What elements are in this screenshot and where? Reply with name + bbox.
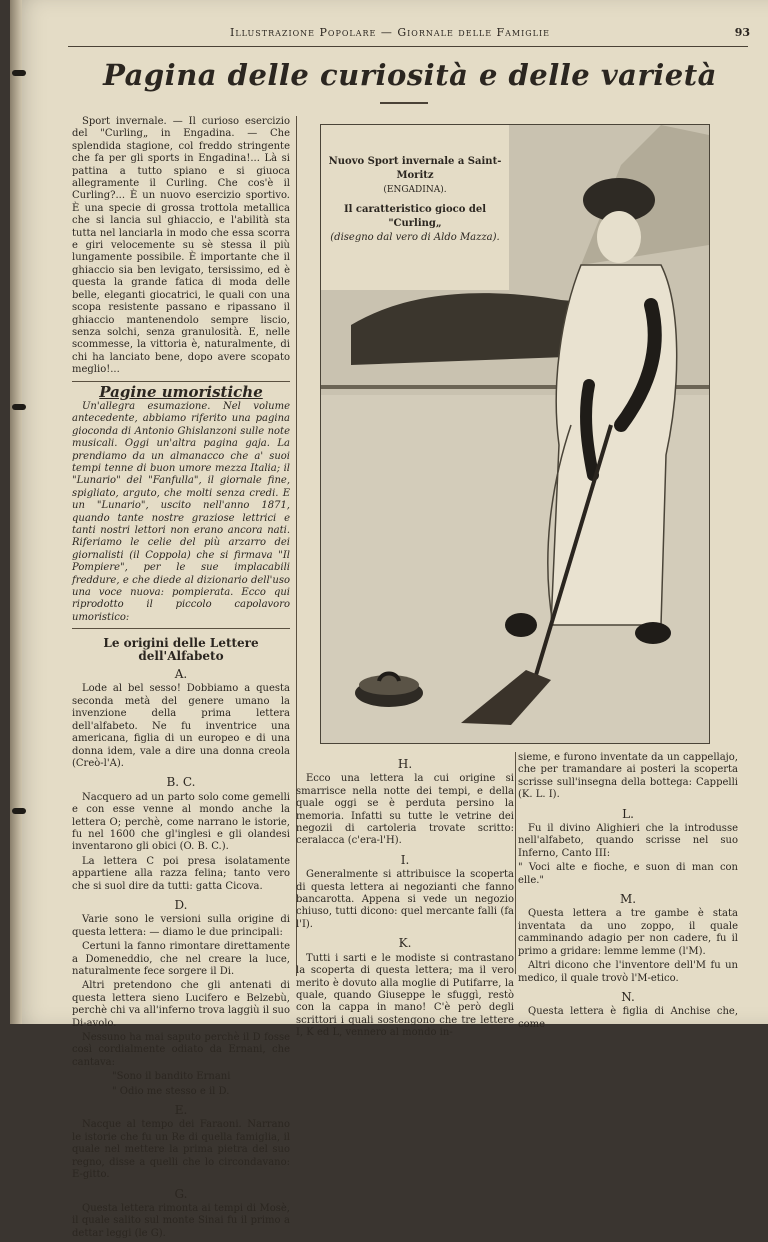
letter-i-text: Generalmente si attribuisce la scoperta di questa lettera ai negozianti che fanno bancarotta. Appena si vede un negozio chiuso, tutti dicono: quel mercante falli (fa l'I). xyxy=(296,869,514,930)
page-title: Pagina delle curiosità e delle varietà xyxy=(103,58,717,92)
running-header xyxy=(60,26,750,48)
letter-heading-h: H. xyxy=(397,757,413,771)
letter-heading-d: D. xyxy=(174,897,188,912)
binder-ring xyxy=(12,808,26,814)
letter-m-text-2: Altri dicono che l'inventore dell'M fu un medico, il quale trovò l'M-etico. xyxy=(518,960,738,984)
title-ornament xyxy=(380,102,428,104)
alphabet-heading: Le origini delle Lettere dell'Alfabeto xyxy=(103,636,259,663)
letter-bc-text-1: Nacquero ad un parto solo come gemelli e con esse venne al mondo anche la lettera O; perchè, come narrano le istorie, fu nel 1600 che gl'inglesi e gli olandesi inventarono gli obici (O. B. C.). xyxy=(72,791,290,853)
magazine-page xyxy=(10,0,768,1239)
caption-line-3: Il caratteristico gioco del "Curling„ xyxy=(343,204,487,229)
letter-g-text: Questa lettera rimonta ai tempi di Mosè, il quale salito sul monte Sinai fu il primo a dettar leggi (le G). xyxy=(72,1202,290,1239)
letter-heading-a: A. xyxy=(174,667,188,682)
letter-d-text-2: Certuni la fanno rimontare direttamente a Domeneddio, che nel creare la luce, naturalmente fece sorgere il Di. xyxy=(72,941,290,977)
humor-intro: Un'allegra esumazione. Nel volume antecedente, abbiamo riferito una pagina gioconda di Antonio Ghislanzoni sulle note musicali. Oggi un'altra pagina gaja. La prendiamo da un almanacco che a' suoi tempi tenne di buon umore mezza Italia; il "Lunario" del "Fanfulla", il giornale fine, spigliato, arguto, che molti senza credi. E un "Lunario", uscito nell'anno 1871, quando tante nostre graziose lettrici e tanti nostri lettori non erano ancora nati. Riferiamo le celie del più arzarro dei giornalisti (il Coppola) che si firmava "Il Pompiere", per le sue implacabili freddure, e che diede al dizionario dell'uso una voce nuova: pompierata. Ecco qui riprodotto il piccolo capolavoro umoristico: xyxy=(72,400,290,623)
left-column xyxy=(72,116,290,1242)
section-divider xyxy=(72,628,290,629)
letter-l-text: Fu il divino Alighieri che la introdusse nell'alfabeto, quando scrisse nel suo Inferno, Canto III: xyxy=(518,823,738,859)
page-binding xyxy=(10,0,22,1024)
letter-l-quote: " Voci alte e fioche, e suon di man con elle." xyxy=(518,862,738,886)
letter-heading-bc: B. C. xyxy=(166,775,196,790)
letter-d-text-3: Altri pretendono che gli antenati di questa lettera sieno Lucifero e Belzebù, perchè chi va all'inferno trova laggiù il suo Di-avolo. xyxy=(72,980,290,1029)
letter-heading-n: N. xyxy=(621,989,635,1004)
letter-d-text-1: Varie sono le versioni sulla origine di questa lettera: — diamo le due principali: xyxy=(72,914,290,938)
letter-d-text-4: Nessuno ha mai saputo perchè il D fosse così cordialmente odiato da Ernani, che cantava: xyxy=(72,1032,290,1068)
right-column xyxy=(518,752,738,1033)
letter-d-quote-2: " Odio me stesso e il D. xyxy=(112,1085,230,1097)
letter-m-text-1: Questa lettera a tre gambe è stata inventata da uno zoppo, il quale camminando adagio per non cadere, fu il primo a gridare: lemme lemme (l'M). xyxy=(518,908,738,957)
letter-heading-e: E. xyxy=(174,1103,188,1118)
letter-heading-k: K. xyxy=(398,936,412,951)
header-rule xyxy=(68,46,748,47)
letter-heading-i: I. xyxy=(400,852,410,867)
letter-e-text: Nacque al tempo dei Faraoni. Narrano le istorie che fu un Re di quella famiglia, il quale nel mettere la prima pietra del suo regno, disse a quelli che lo circondavano: E-gitto. xyxy=(72,1119,290,1181)
section-divider xyxy=(72,381,290,382)
curling-illustration xyxy=(320,124,710,744)
binder-ring xyxy=(12,70,26,76)
kli-continuation: sieme, e furono inventate da un cappellajo, che per tramandare ai posteri la scoperta scrisse sull'insegna della bottega: Cappelli (K. L. I). xyxy=(518,752,738,801)
humor-section-title: Pagine umoristiche xyxy=(99,382,263,401)
letter-heading-l: L. xyxy=(622,806,634,821)
letter-d-quote-1: "Sono il bandito Ernani xyxy=(112,1071,231,1083)
letter-heading-g: G. xyxy=(174,1186,188,1201)
letter-k-text: Tutti i sarti e le modiste si contrastano la scoperta di questa lettera; ma il vero merito è dovuto alla moglie di Putifarre, la quale, quando Giuseppe le sfuggì, restò con la cappa in mano! C'è però degli scrittori i quali sostengono che tre lettere I, K ed L, vennero al mondo in- xyxy=(296,952,514,1039)
header-title: Illustrazione Popolare — Giornale delle Famiglie xyxy=(230,26,550,39)
caption-line-4: (disegno dal vero di Aldo Mazza). xyxy=(330,232,500,243)
letter-a-text: Lode al bel sesso! Dobbiamo a questa seconda metà del genere umano la invenzione della prima lettera dell'alfabeto. Ne fu inventrice una americana, figlia di un europeo e di una donna idem, vale a dire una donna creola (Creò-l'A). xyxy=(72,683,290,769)
illustration-caption xyxy=(321,125,509,290)
column-rule xyxy=(515,752,516,974)
letter-h-text: Ecco una lettera la cui origine si smarrisce nella notte dei tempi, e della quale oggi se è perduta persino la memoria. Infatti su tutte le vetrine dei negozii di cartoleria trovate scritto: ceralacca (c'era-l'H). xyxy=(296,773,514,847)
binder-ring xyxy=(12,404,26,410)
middle-column xyxy=(296,752,514,1042)
caption-line-1: Nuovo Sport invernale a Saint-Moritz xyxy=(328,156,502,181)
letter-bc-text-2: La lettera C poi presa isolatamente appartiene alla razza felina; tanto vero che si suol dire da tutti: gatta Cicova. xyxy=(72,855,290,892)
sport-paragraph: Sport invernale. — Il curioso esercizio del "Curling„ in Engadina. — Che splendida stagione, col freddo stringente che fa per gli sports in Engadina!... Là si pattina a tutto spiano e si giuoca allegramente il Curling. Che cos'è il Curling?... È un nuovo esercizio sportivo. È una specie di grossa trottola metallica che si lancia sul ghiaccio, e l'abilità sta tutta nel lanciarla in modo che essa scorra e giri velocemente su sè stessa il più lungamente possibile. È importante che il ghiaccio sia ben levigato, tersissimo, ed è questa la grande fatica di moda delle belle, eleganti giocatrici, le quali con una scopa resistente passano e ripassano il ghiaccio mantenendolo sempre liscio, senza solchi, senza granulosità. E, nelle scommesse, la vittoria è, naturalmente, di chi ha lanciato bene, dopo avere scopato meglio!... xyxy=(72,116,290,376)
caption-line-2: (ENGADINA). xyxy=(383,185,447,195)
page-number: 93 xyxy=(734,26,750,39)
letter-n-text: Questa lettera è figlia di Anchise che, come xyxy=(518,1006,738,1030)
letter-heading-m: M. xyxy=(619,892,637,907)
